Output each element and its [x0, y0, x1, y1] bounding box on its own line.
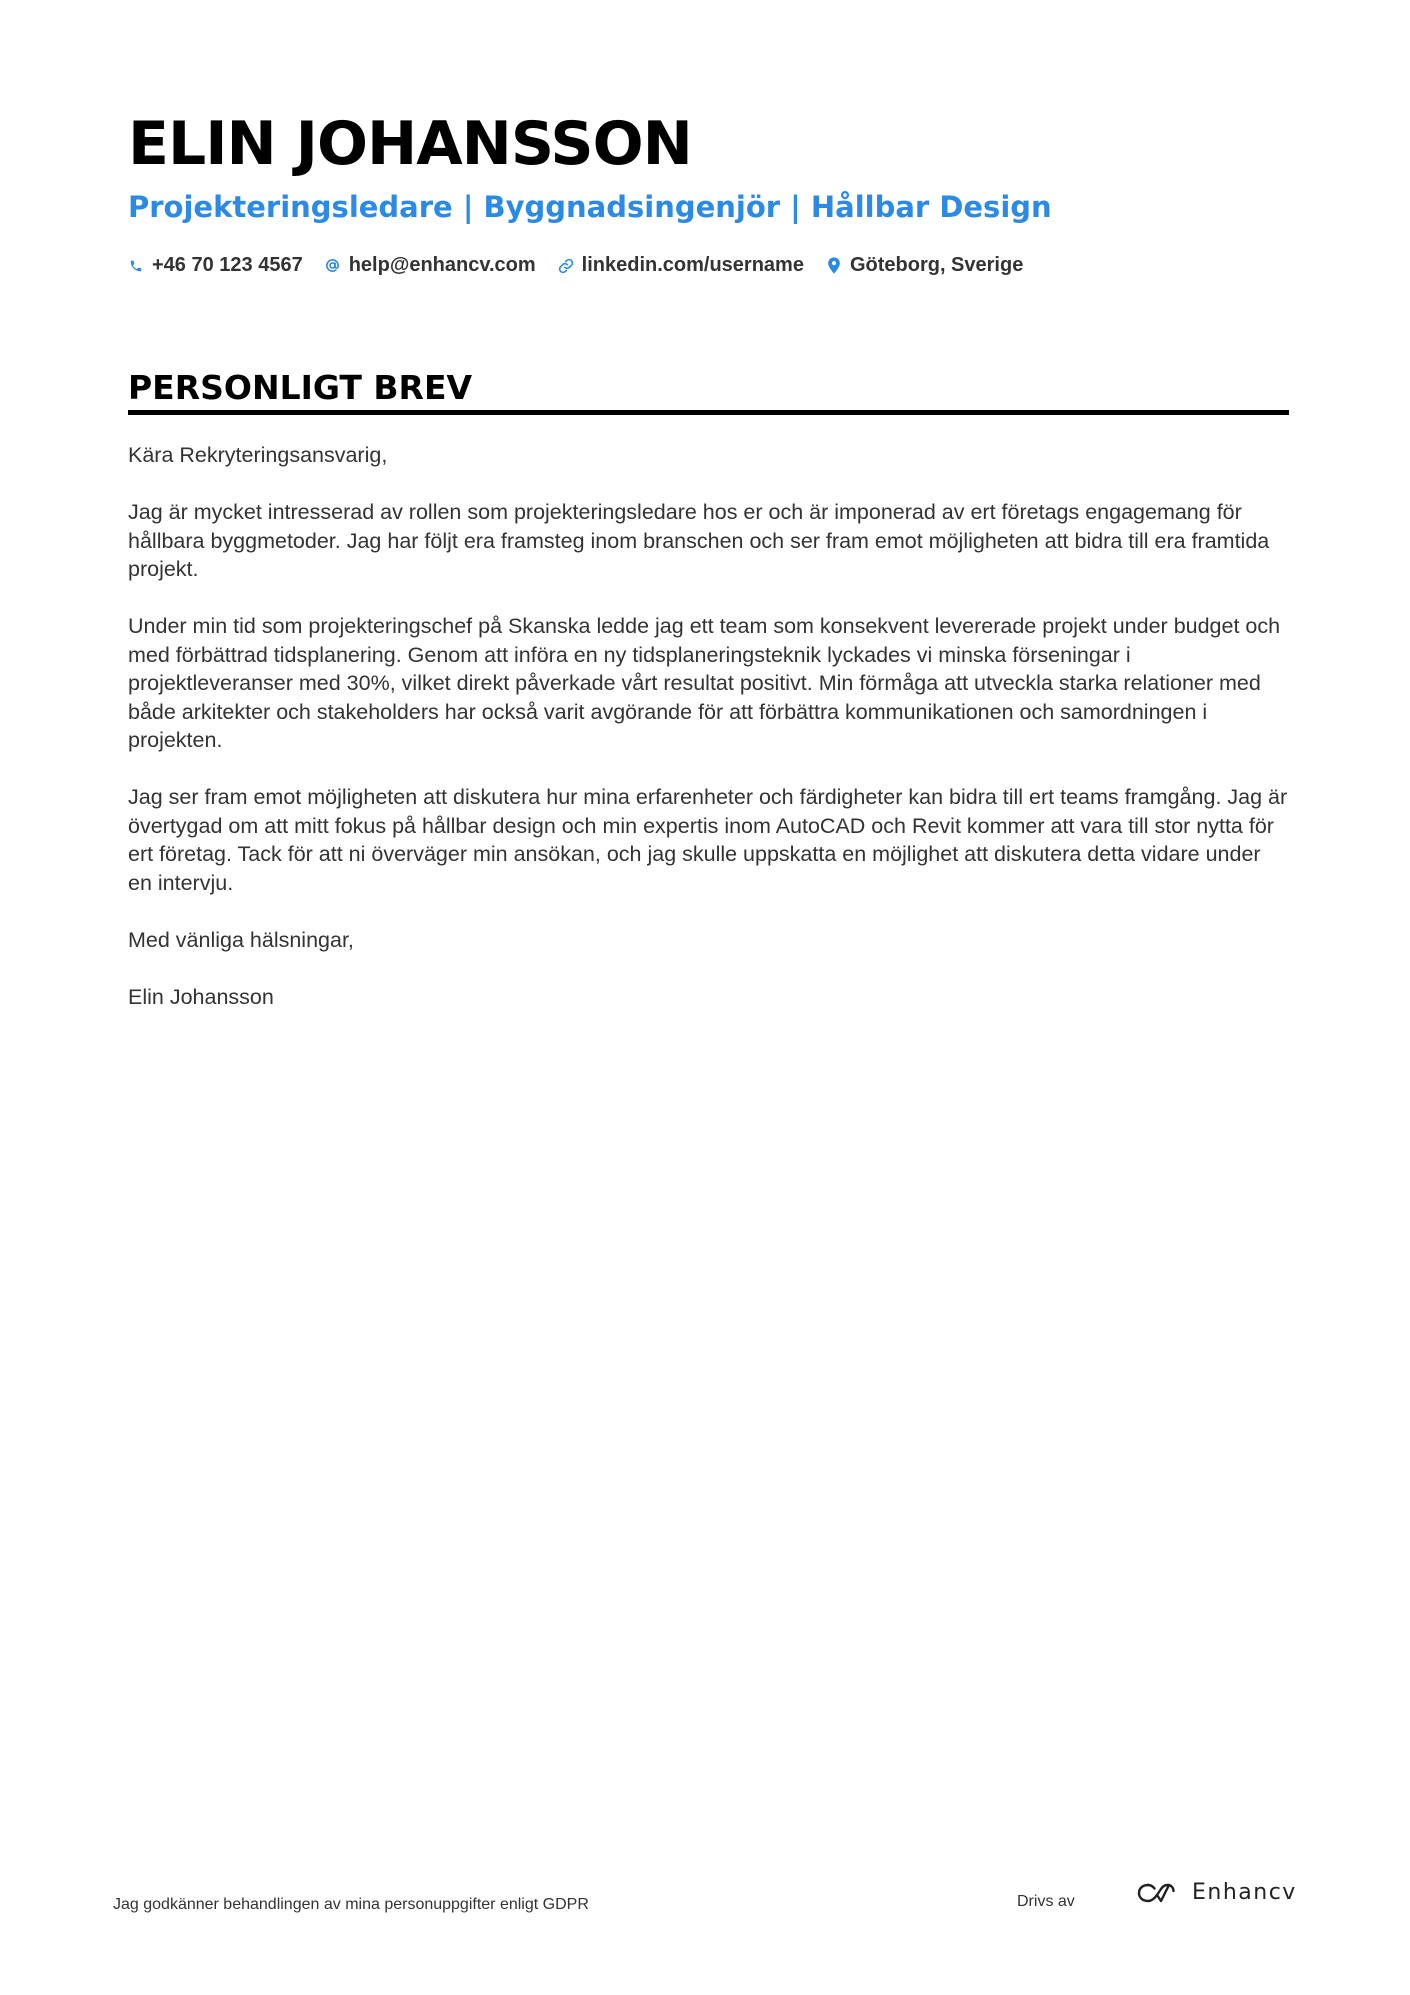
letter-paragraph: Jag är mycket intresserad av rollen som projekteringsledare hos er och är imponerad av ert företags engagemang för hållbara byggmetoder. Jag har följt era framsteg inom branschen och ser fram emot möjligheten att bidra till era framtida projekt.	[128, 500, 1270, 581]
letter-closing: Med vänliga hälsningar,	[128, 927, 354, 952]
applicant-name: ELIN JOHANSSON	[128, 109, 692, 179]
section-divider	[128, 410, 1289, 415]
applicant-headline: Projekteringsledare | Byggnadsingenjör | Hållbar Design	[128, 190, 1052, 224]
contact-email[interactable]	[325, 254, 536, 277]
enhancv-logo-text: Enhancv	[1192, 1880, 1297, 1905]
location-pin-icon	[826, 257, 842, 275]
letter-body	[128, 441, 1289, 1040]
enhancv-logo-icon	[1136, 1881, 1182, 1905]
contact-linkedin-text: linkedin.com/username	[581, 254, 804, 276]
contact-linkedin[interactable]	[558, 254, 804, 277]
contact-phone-text: +46 70 123 4567	[152, 254, 303, 276]
contact-location	[826, 254, 1023, 277]
letter-paragraph: Jag ser fram emot möjligheten att diskutera hur mina erfarenheter och färdigheter kan bidra till ert teams framgång. Jag är övertygad om att mitt fokus på hållbar design och min expertis inom AutoCAD och Revit kommer att vara till stor nytta för ert företag. Tack för att ni överväger min ansökan, och jag skulle uppskatta en möjlighet att diskutera detta vidare under en intervju.	[128, 785, 1288, 895]
contact-location-text: Göteborg, Sverige	[849, 254, 1024, 276]
letter-signature: Elin Johansson	[128, 984, 274, 1009]
at-icon	[325, 257, 341, 275]
link-icon	[558, 257, 574, 275]
enhancv-logo[interactable]	[1136, 1880, 1297, 1905]
contact-bar	[128, 254, 1023, 277]
gdpr-consent: Jag godkänner behandlingen av mina personuppgifter enligt GDPR	[113, 1896, 589, 1913]
contact-email-text: help@enhancv.com	[348, 254, 536, 276]
contact-phone[interactable]	[128, 254, 303, 277]
powered-by-label: Drivs av	[1017, 1893, 1075, 1910]
letter-paragraph: Under min tid som projekteringschef på Skanska ledde jag ett team som konsekvent levererade projekt under budget och med förbättrad tidsplanering. Genom att införa en ny tidsplaneringsteknik lyckades vi minska förseningar i projektleveranser med 30%, vilket direkt påverkade vårt resultat positivt. Min förmåga att utveckla starka relationer med både arkitekter och stakeholders har också varit avgörande för att förbättra kommunikationen och samordningen i projekten.	[128, 614, 1281, 752]
letter-greeting: Kära Rekryteringsansvarig,	[128, 443, 388, 467]
section-title: PERSONLIGT BREV	[128, 368, 473, 407]
phone-icon	[128, 257, 144, 275]
